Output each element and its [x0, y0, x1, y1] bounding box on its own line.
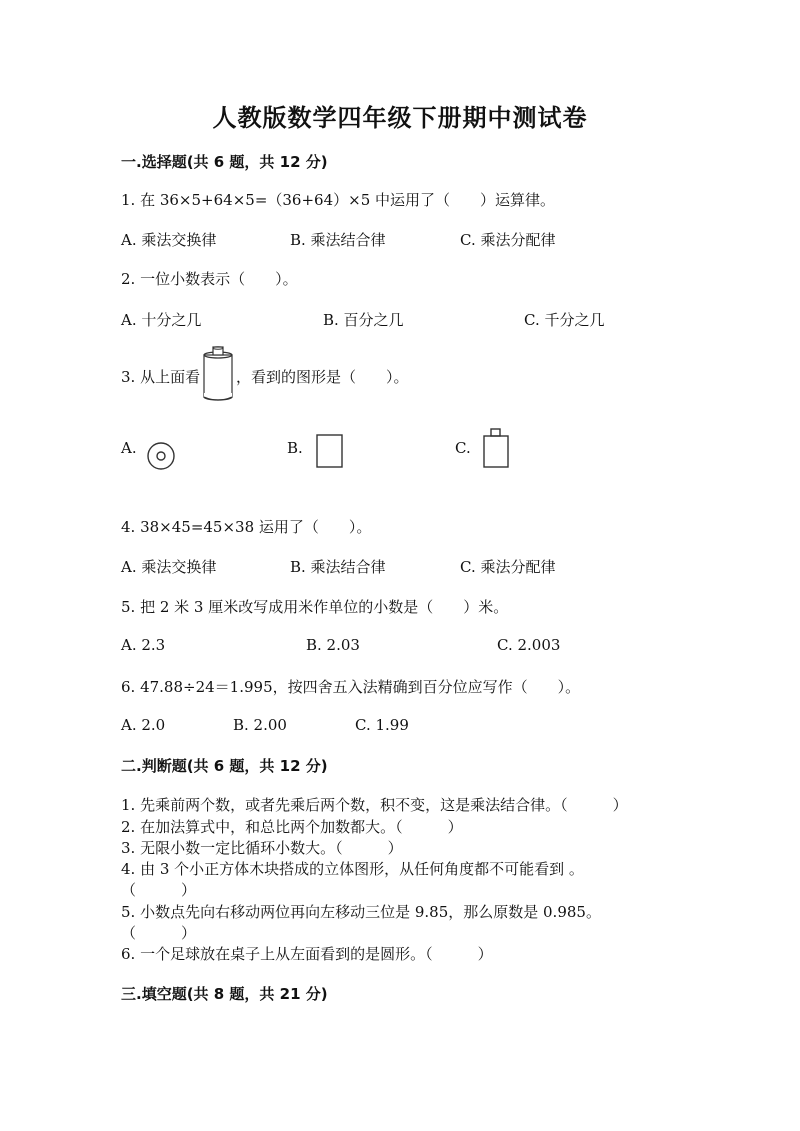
q5-option-a: A. 2.3 [121, 636, 166, 654]
choice-question-2: 2. 一位小数表示（ ）。 [121, 270, 298, 288]
section-heading-choice: 一.选择题(共 6 题，共 12 分) [121, 153, 328, 171]
q5-option-c: C. 2.003 [497, 636, 561, 654]
q1-option-c: C. 乘法分配律 [460, 231, 556, 249]
choice-question-3-after: ，看到的图形是（ ）。 [236, 368, 409, 386]
rectangle-icon [316, 434, 344, 468]
q1-option-a: A. 乘法交换律 [121, 231, 217, 249]
rectangle-with-tab-icon [483, 427, 511, 469]
q4-option-a: A. 乘法交换律 [121, 558, 217, 576]
judgment-question-3: 3. 无限小数一定比循环小数大。（ ） [121, 839, 403, 857]
q4-option-c: C. 乘法分配律 [460, 558, 556, 576]
q1-option-b: B. 乘法结合律 [290, 231, 386, 249]
q5-option-b: B. 2.03 [306, 636, 360, 654]
q3-option-c: C. [455, 439, 471, 457]
choice-question-1: 1. 在 36×5+64×5=（36+64）×5 中运用了（ ）运算律。 [121, 191, 556, 209]
q2-option-a: A. 十分之几 [121, 311, 202, 329]
q3-option-a: A. [121, 439, 137, 457]
q6-option-a: A. 2.0 [121, 716, 166, 734]
choice-question-6: 6. 47.88÷24＝1.995，按四舍五入法精确到百分位应写作（ ）。 [121, 678, 581, 696]
q2-option-b: B. 百分之几 [323, 311, 404, 329]
judgment-question-5: 5. 小数点先向右移动两位再向左移动三位是 9.85，那么原数是 0.985。 [121, 903, 601, 921]
choice-question-4: 4. 38×45=45×38 运用了（ ）。 [121, 518, 372, 536]
judgment-question-5-answer: （ ） [121, 924, 197, 942]
judgment-question-2: 2. 在加法算式中，和总比两个加数都大。（ ） [121, 818, 463, 836]
choice-question-3-before: 3. 从上面看 [121, 368, 201, 386]
judgment-question-4-answer: （ ） [121, 881, 197, 899]
q3-option-b: B. [287, 439, 303, 457]
q4-option-b: B. 乘法结合律 [290, 558, 386, 576]
q6-option-c: C. 1.99 [355, 716, 409, 734]
page-title: 人教版数学四年级下册期中测试卷 [212, 103, 588, 132]
q2-option-c: C. 千分之几 [524, 311, 605, 329]
judgment-question-4: 4. 由 3 个小正方体木块搭成的立体图形，从任何角度都不可能看到 。 [121, 860, 584, 878]
cylinder-icon [202, 347, 234, 401]
judgment-question-1: 1. 先乘前两个数，或者先乘后两个数，积不变，这是乘法结合律。（ ） [121, 796, 628, 814]
q6-option-b: B. 2.00 [233, 716, 287, 734]
concentric-circles-icon [147, 442, 175, 470]
judgment-question-6: 6. 一个足球放在桌子上从左面看到的是圆形。（ ） [121, 945, 493, 963]
section-heading-judgment: 二.判断题(共 6 题，共 12 分) [121, 757, 328, 775]
choice-question-5: 5. 把 2 米 3 厘米改写成用米作单位的小数是（ ）米。 [121, 598, 509, 616]
section-heading-fill-in: 三.填空题(共 8 题，共 21 分) [121, 985, 328, 1003]
